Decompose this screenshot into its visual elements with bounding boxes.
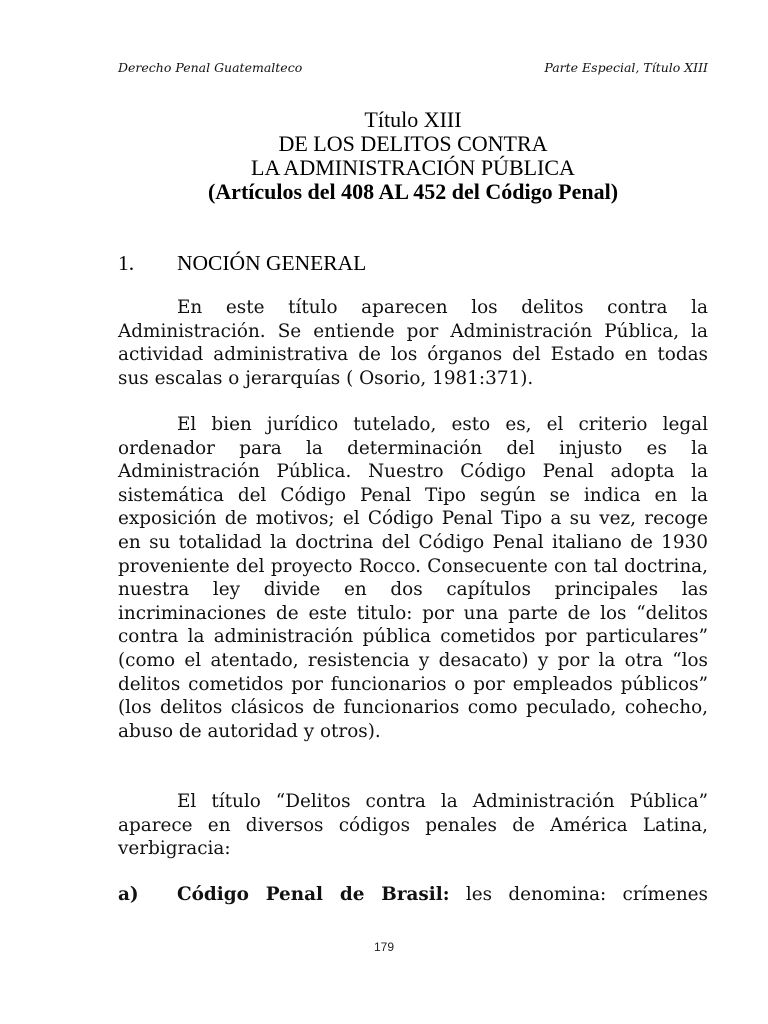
paragraph-1-text: En este título aparecen los delitos contra la Administración. Se entiende por Administración Pública, la actividad administrativa de los órganos del Estado en todas sus escalas o jerarquías ( Osorio, 1981:371).	[118, 297, 708, 389]
list-item	[118, 883, 708, 907]
title-line-4: (Artículos del 408 AL 452 del Código Penal)	[207, 179, 619, 204]
section-heading-text: NOCIÓN GENERAL	[177, 251, 367, 275]
paragraph-3	[118, 790, 708, 861]
paragraph-2	[118, 413, 708, 743]
header-book-title: Derecho Penal Guatemalteco	[118, 60, 303, 75]
header-section-title: Parte Especial, Título XIII	[544, 60, 708, 75]
title-line-1: Título XIII	[364, 107, 462, 132]
running-header	[118, 60, 708, 80]
list-item-text: les denomina: crímenes	[449, 884, 708, 905]
chapter-title	[118, 108, 708, 204]
page-number: 179	[373, 940, 395, 954]
paragraph-1	[118, 296, 708, 390]
paragraph-2-text: El bien jurídico tutelado, esto es, el criterio legal ordenador para la determinación del injusto es la Administración Pública. Nuestro Código Penal adopta la sistemática del Código Penal Tipo según se indica en la exposición de motivos; el Código Penal Tipo a su vez, recoge en su totalidad la doctrina del Código Penal italiano de 1930 proveniente del proyecto Rocco. Consecuente con tal doctrina, nuestra ley divide en dos capítulos principales las incriminaciones de este titulo: por una parte de los “delitos contra la administración pública cometidos por particulares” (como el atentado, resistencia y desacato) y por la otra “los delitos cometidos por funcionarios o por empleados públicos” (los delitos clásicos de funcionarios como peculado, cohecho, abuso de autoridad y otros).	[118, 414, 708, 742]
list-item-term: Código Penal de Brasil:	[177, 884, 450, 905]
title-line-2: DE LOS DELITOS CONTRA	[278, 131, 548, 156]
paragraph-3-text: El título “Delitos contra la Administración Pública” aparece en diversos códigos penales de América Latina, verbigracia:	[118, 791, 708, 860]
section-heading	[118, 251, 708, 275]
list-item-letter: a)	[118, 884, 139, 905]
section-number: 1.	[118, 251, 135, 275]
title-line-3: LA ADMINISTRACIÓN PÚBLICA	[251, 155, 575, 180]
